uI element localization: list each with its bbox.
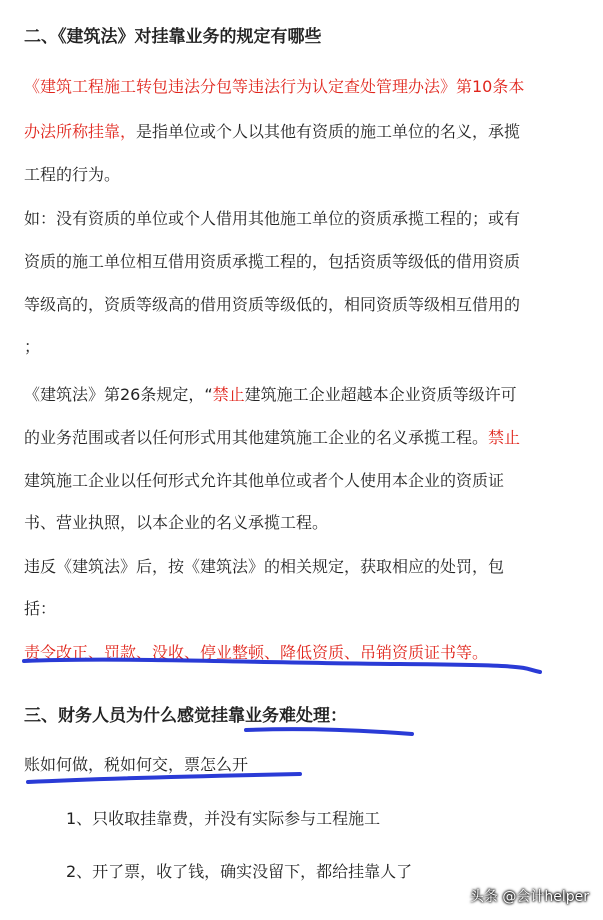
para4-line1: 违反《建筑法》后，按《建筑法》的相关规定，获取相应的处罚，包 [24,557,505,576]
para2-line2: 资质的施工单位相互借用资质承揽工程的，包括资质等级低的借用资质 [24,252,521,271]
penalties-list: 责令改正、罚款、没收、停业整顿、降低资质、吊销资质证书等。 [24,643,489,662]
law-text: 建筑施工企业超越本企业资质等级许可 [244,385,517,404]
para2-line3: 等级高的，资质等级高的借用资质等级低的，相同资质等级相互借用的 [24,295,521,314]
prohibited-label: 禁止 [212,385,245,404]
para2-line4: ； [24,337,41,356]
para2-line1: 如：没有资质的单位或个人借用其他施工单位的资质承揽工程的；或有 [24,209,521,228]
prohibited-label: 禁止 [488,428,521,447]
underline-question [28,774,300,782]
regulation-term: 办法所称挂靠， [24,122,137,141]
para3-line4: 书、营业执照，以本企业的名义承揽工程。 [24,513,329,532]
para4-line2: 括： [24,599,57,618]
section-heading-2: 二、《建筑法》对挂靠业务的规定有哪些 [24,27,322,47]
law-citation: 《建筑法》第26条规定，“ [24,385,213,404]
para3-line3: 建筑施工企业以任何形式允许其他单位或者个人使用本企业的资质证 [24,471,505,490]
question-line: 账如何做，税如何交，票怎么开 [24,755,249,774]
para1-line3: 工程的行为。 [24,165,121,184]
underline-heading3 [246,729,412,734]
watermark: 头条 @会计helper [469,889,589,905]
list-item-2: 2、开了票，收了钱，确实没留下，都给挂靠人了 [66,862,413,881]
regulation-title: 《建筑工程施工转包违法分包等违法行为认定查处管理办法》第10条本 [24,77,525,96]
section-heading-3: 三、财务人员为什么感觉挂靠业务难处理： [24,706,347,726]
underline-penalties [24,660,540,672]
law-text: 的业务范围或者以任何形式用其他建筑施工企业的名义承揽工程。 [24,428,489,447]
list-item-1: 1、只收取挂靠费，并没有实际参与工程施工 [66,809,381,828]
definition-text: 是指单位或个人以其他有资质的施工单位的名义，承揽 [136,122,521,141]
